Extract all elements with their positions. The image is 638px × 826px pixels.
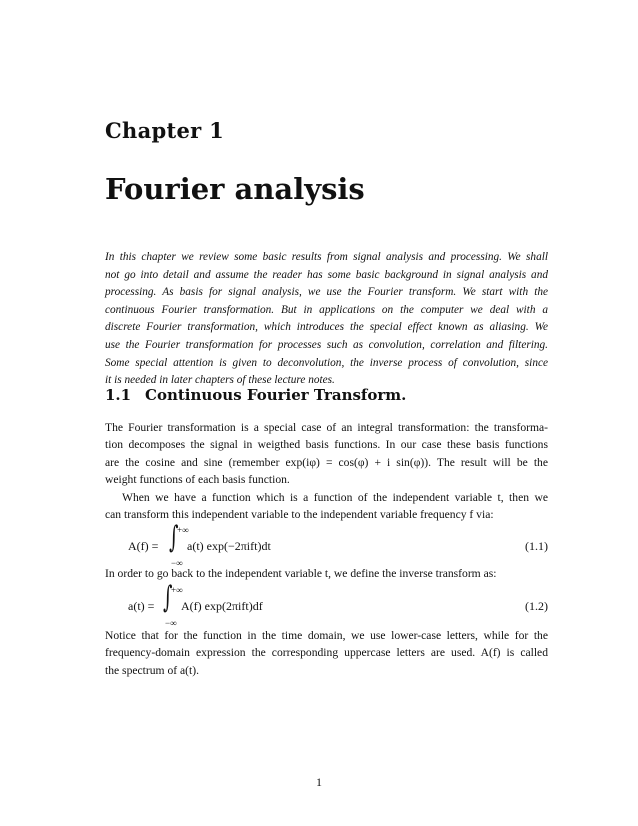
abstract-line: not go into detail and assume the reader has some basic background in signal analysis and <box>105 268 548 281</box>
body-line: the spectrum of a(t). <box>105 663 200 677</box>
page-number: 1 <box>316 775 322 789</box>
body-line: are the cosine and sine (remember exp(iφ) = cos(φ) + i sin(φ)). The result will be the <box>105 455 548 469</box>
section-title: Continuous Fourier Transform. <box>145 386 407 404</box>
equation-integrand: a(t) exp(−2πift)dt <box>187 539 271 553</box>
body-line: can transform this independent variable to the independent variable frequency f via: <box>105 508 494 522</box>
integral-lower-limit: −∞ <box>165 618 177 628</box>
equation-lhs: a(t) = <box>128 599 155 613</box>
integral-upper-limit: +∞ <box>171 585 183 595</box>
body-line: In order to go back to the independent variable t, we define the inverse transform as: <box>105 567 497 580</box>
body-line: The Fourier transformation is a special case of an integral transformation: the transforma- <box>105 421 548 434</box>
integral-sign: ∫ <box>163 580 173 615</box>
abstract-line: Some special attention is given to deconvolution, the inverse process of convolution, since <box>105 356 548 369</box>
abstract-line: discrete Fourier transformation, which introduces the special effect known as aliasing. We <box>105 321 548 334</box>
chapter-title: Fourier analysis <box>105 172 365 206</box>
body-line: Notice that for the function in the time domain, we use lower-case letters, while for the <box>105 629 548 642</box>
equation-number: (1.1) <box>525 539 548 553</box>
body-line: When we have a function which is a function of the independent variable t, then we <box>122 491 548 504</box>
integral-lower-limit: −∞ <box>171 558 183 568</box>
equation-1 <box>105 520 548 568</box>
chapter-label: Chapter 1 <box>105 118 225 143</box>
chapter-abstract <box>105 249 548 390</box>
section-number: 1.1 <box>105 386 132 404</box>
paragraph-1 <box>105 419 548 489</box>
section-heading <box>105 386 406 404</box>
abstract-line: In this chapter we review some basic results from signal analysis and processing. We shall <box>105 251 548 263</box>
equation-lhs: A(f) = <box>128 539 159 553</box>
paragraph-4 <box>105 627 548 679</box>
equation-integrand: A(f) exp(2πift)df <box>181 599 263 613</box>
paragraph-2 <box>105 489 548 524</box>
abstract-line: continuous Fourier transformation. But in applications on the computer we deal with a <box>105 303 548 316</box>
body-line: tion decomposes the signal in weigthed basis functions. In our case these basis functions <box>105 438 548 452</box>
equation-2 <box>105 580 548 628</box>
abstract-line: processing. As basis for signal analysis, we use the Fourier transform. We start with the <box>105 286 548 299</box>
integral-upper-limit: +∞ <box>177 525 189 535</box>
body-line: frequency-domain expression the corresponding uppercase letters are used. A(f) is called <box>105 646 548 660</box>
abstract-line: it is needed in later chapters of these lecture notes. <box>105 374 335 387</box>
integral-sign: ∫ <box>169 520 179 555</box>
equation-number: (1.2) <box>525 599 548 613</box>
body-line: weight functions of each basis function. <box>105 473 290 487</box>
abstract-line: use the Fourier transformation for processes such as convolution, correlation and filtering. <box>105 338 548 351</box>
